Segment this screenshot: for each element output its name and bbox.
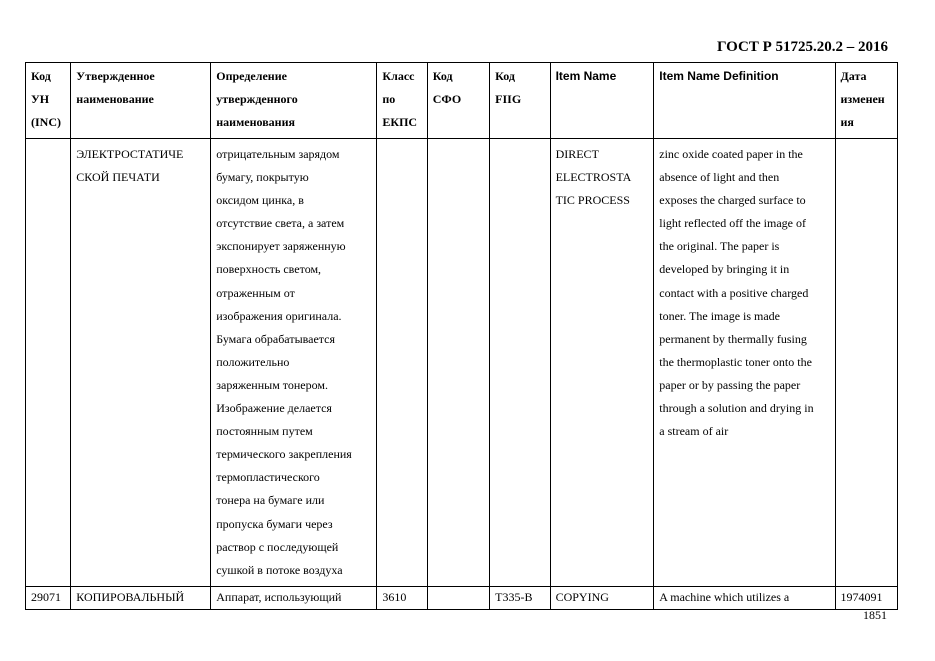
cell-sfo xyxy=(427,139,489,587)
col-header-definition: Определение утвержденного наименования xyxy=(211,63,377,139)
col-header-item-name-definition: Item Name Definition xyxy=(654,63,835,139)
nomenclature-table xyxy=(25,62,898,610)
col-header-change-date: Дата изменен ия xyxy=(835,63,898,139)
cell-definition: отрицательным зарядом бумагу, покрытую оксидом цинка, в отсутствие света, а затем экспонирует заряженную поверхность светом, отраженным от изображения оригинала. Бумага обрабатывается положительно заряженным тонером. Изображение делается постоянным путем термического закрепления термопластического тонера на бумаге или пропуска бумаги через раствор с последующей сушкой в потоке воздуха xyxy=(211,139,377,587)
cell-definition: Аппарат, использующий xyxy=(211,586,377,609)
cell-change-date xyxy=(835,139,898,587)
cell-class: 3610 xyxy=(377,586,427,609)
col-header-sfo: Код СФО xyxy=(427,63,489,139)
cell-item-name: COPYING xyxy=(550,586,654,609)
cell-approved-name: КОПИРОВАЛЬНЫЙ xyxy=(71,586,211,609)
cell-inc xyxy=(26,139,71,587)
cell-sfo xyxy=(427,586,489,609)
cell-item-name-definition: A machine which utilizes a xyxy=(654,586,835,609)
col-header-approved-name: Утвержденное наименование xyxy=(71,63,211,139)
col-header-inc: Код УН (INC) xyxy=(26,63,71,139)
col-header-fiig: Код FIIG xyxy=(490,63,550,139)
col-header-class: Класс по ЕКПС xyxy=(377,63,427,139)
cell-change-date: 1974091 xyxy=(835,586,898,609)
standard-designation: ГОСТ Р 51725.20.2 – 2016 xyxy=(716,39,888,55)
table-row xyxy=(26,586,898,609)
cell-fiig xyxy=(490,139,550,587)
cell-fiig: T335-B xyxy=(490,586,550,609)
col-header-item-name: Item Name xyxy=(550,63,654,139)
cell-class xyxy=(377,139,427,587)
cell-item-name-definition: zinc oxide coated paper in the absence of light and then exposes the charged surface to light reflected off the image of the original. The paper is developed by bringing it in contact with a positive charged toner. The image is made permanent by thermally fusing the thermoplastic toner onto the paper or by passing the paper through a solution and drying in a stream of air xyxy=(654,139,835,587)
table-row xyxy=(26,139,898,587)
cell-approved-name: ЭЛЕКТРОСТАТИЧЕ СКОЙ ПЕЧАТИ xyxy=(71,139,211,587)
page-number: 1851 xyxy=(863,608,887,622)
cell-inc: 29071 xyxy=(26,586,71,609)
cell-item-name: DIRECT ELECTROSTA TIC PROCESS xyxy=(550,139,654,587)
table-header-row xyxy=(26,63,898,139)
